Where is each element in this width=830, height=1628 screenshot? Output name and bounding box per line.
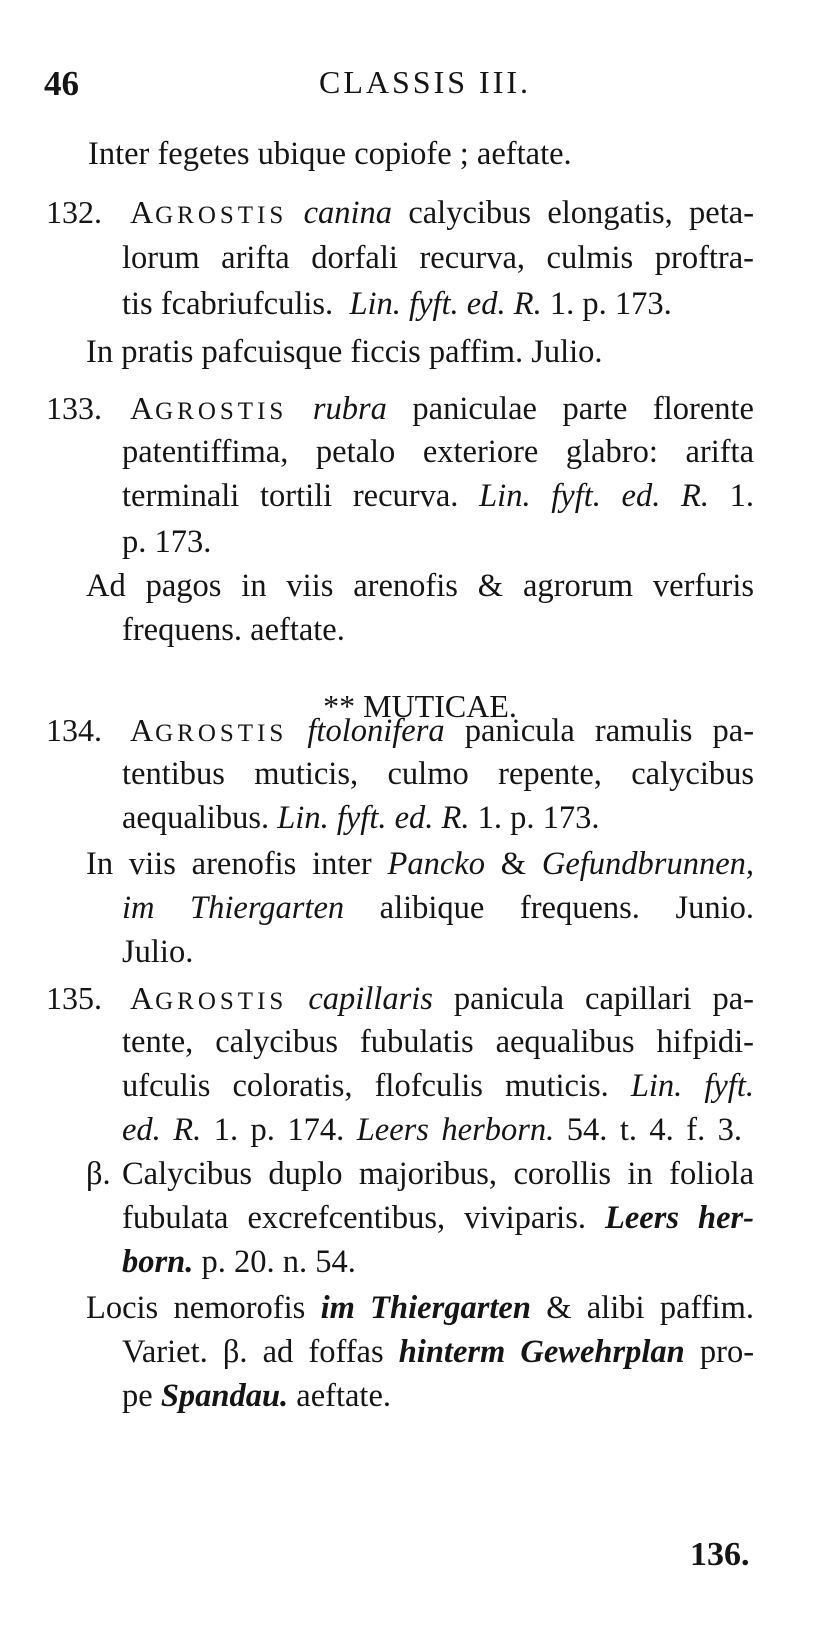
genus-name: AGROSTIS [130,712,288,748]
section-heading: ** MUTICAE. [323,688,517,724]
entry-line: ufculis coloratis, flofculis muticis. Lin. fyft. [122,1068,754,1104]
entry-number: 135. [46,980,102,1016]
variety-line: fubulata excrefcentibus, viviparis. Leers her- [122,1200,755,1236]
genus-name: AGROSTIS [130,980,288,1016]
species-name: canina [303,195,393,231]
signature-mark: 136. [690,1536,750,1573]
habitat-line: frequens. aeftate. [122,612,345,648]
text-line: Inter fegetes ubique copiofe ; aeftate. [88,136,572,172]
habitat-line: pe Spandau. aeftate. [122,1378,392,1414]
habitat-line: im Thiergarten alibique frequens. Junio. [122,890,755,926]
species-name: capillaris [308,981,433,1017]
habitat-line: Ad pagos in viis arenofis & agrorum verfuris [86,568,754,604]
entry-line: AGROSTIS rubra paniculae parte florente [130,390,754,427]
habitat-line: Locis nemorofis im Thiergarten & alibi paffim. [86,1290,754,1326]
genus-name: AGROSTIS [130,194,288,230]
entry-line: aequalibus. Lin. fyft. ed. R. 1. p. 173. [122,800,600,836]
entry-line: AGROSTIS ftolonifera panicula ramulis pa- [130,712,755,749]
variety-line: born. p. 20. n. 54. [122,1244,356,1280]
entry-line: AGROSTIS capillaris panicula capillari pa- [130,980,754,1017]
genus-name: AGROSTIS [130,390,288,426]
species-name: ftolonifera [307,713,445,749]
entry-line: tis fcabriufculis. Lin. fyft. ed. R. 1. p. 173. [122,286,672,322]
running-title: CLASSIS III. [318,64,531,100]
variety-line: Calycibus duplo majoribus, corollis in foliola [122,1156,754,1192]
species-name: rubra [312,391,387,427]
habitat-line: In viis arenofis inter Pancko & Gefundbrunnen, [86,846,754,882]
entry-line: terminali tortili recurva. Lin. fyft. ed. R. 1. [122,478,755,514]
entry-line: AGROSTIS canina calycibus elongatis, peta- [130,194,755,231]
entry-number: 132. [46,194,102,230]
page-number: 46 [44,64,79,103]
entry-line: patentiffima, petalo exteriore glabro: arifta [122,434,754,470]
entry-line: ed. R. 1. p. 174. Leers herborn. 54. t. 4. f. 3. [122,1112,743,1148]
entry-line: tentibus muticis, culmo repente, calycibus [122,756,754,792]
habitat-line: Julio. [122,934,194,970]
entry-number: 134. [46,712,102,748]
entry-number: 133. [46,390,102,426]
entry-line: lorum arifta dorfali recurva, culmis proftra- [122,240,754,276]
habitat-line: In pratis pafcuisque ficcis paffim. Julio. [86,334,603,370]
habitat-line: Variet. β. ad foffas hinterm Gewehrplan pro- [122,1334,755,1370]
entry-line: tente, calycibus fubulatis aequalibus hifpidi- [122,1024,754,1060]
variety-mark: β. [86,1156,111,1192]
entry-line: p. 173. [122,524,212,560]
